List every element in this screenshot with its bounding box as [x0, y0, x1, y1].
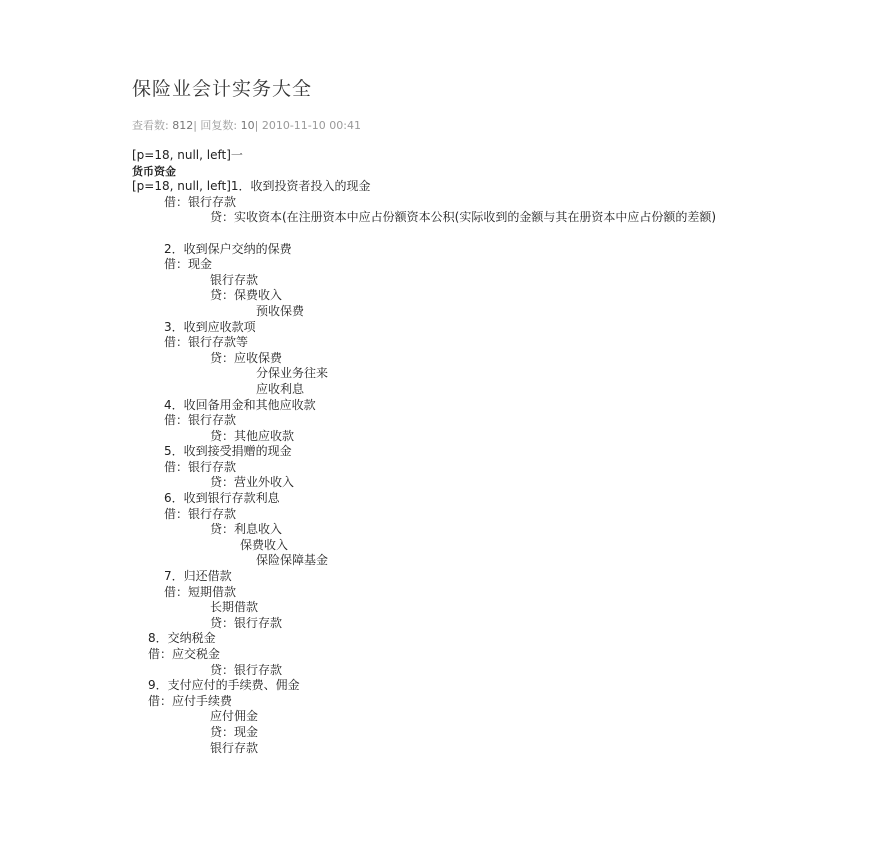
text-line: 借：银行存款 [164, 506, 237, 521]
replies-count: 10 [240, 119, 255, 132]
text-line: 借：现金 [164, 257, 213, 272]
text-line: 借：应交税金 [148, 647, 221, 661]
views-label: 查看数: [132, 119, 169, 132]
text-line: 借：银行存款 [164, 194, 237, 209]
text-line: 贷：银行存款 [210, 615, 283, 630]
text-line: [p=18, null, left]一 [132, 148, 243, 162]
text-line: 8．交纳税金 [148, 631, 216, 646]
text-line: 银行存款 [210, 740, 259, 755]
text-line: 借：银行存款 [164, 413, 237, 428]
text-line: 预收保费 [256, 303, 305, 318]
views-count: 812 [172, 119, 194, 132]
text-line: 贷：应收保费 [210, 350, 283, 365]
text-line: 长期借款 [210, 600, 259, 615]
text-line: 2．收到保户交纳的保费 [164, 241, 292, 256]
text-line: 贷：实收资本(在注册资本中应占份额资本公积(实际收到的金额与其在册资本中应占份额的差额) [210, 210, 717, 225]
article-body [132, 148, 742, 756]
text-line: 9．支付应付的手续费、佣金 [148, 678, 300, 693]
text-line: 应付佣金 [210, 709, 259, 724]
text-line: 7．归还借款 [164, 569, 232, 584]
meta-separator: | [254, 119, 262, 132]
post-meta [132, 117, 361, 133]
text-line: 应收利息 [256, 381, 305, 396]
text-line: 借：银行存款 [164, 459, 237, 474]
page-title: 保险业会计实务大全 [132, 78, 313, 100]
text-line: 贷：利息收入 [210, 522, 283, 537]
replies-label: 回复数: [200, 119, 238, 132]
text-line: 贷：营业外收入 [210, 475, 295, 490]
text-line: 分保业务往来 [256, 366, 329, 381]
text-line: 银行存款 [210, 272, 259, 287]
text-line: 贷：银行存款 [210, 662, 283, 677]
meta-separator: | [193, 119, 201, 132]
text-line: 借：银行存款等 [164, 335, 249, 350]
text-line: 借：短期借款 [164, 584, 237, 599]
text-line: 保险保障基金 [256, 553, 329, 568]
text-line: 贷：现金 [210, 724, 259, 739]
text-line: [p=18, null, left]1．收到投资者投入的现金 [132, 179, 371, 194]
text-line: 贷：保费收入 [210, 288, 283, 303]
text-line: 贷：其他应收款 [210, 428, 295, 443]
text-line: 5．收到接受捐赠的现金 [164, 444, 292, 459]
text-line: 4．收回备用金和其他应收款 [164, 397, 316, 412]
text-line: 保费收入 [240, 537, 289, 552]
text-line: 3．收到应收款项 [164, 319, 256, 334]
post-date: 2010-11-10 00:41 [261, 119, 361, 132]
text-line: 借：应付手续费 [148, 693, 233, 708]
text-line: 6．收到银行存款利息 [164, 491, 280, 506]
section-heading: 货币资金 [132, 164, 176, 178]
